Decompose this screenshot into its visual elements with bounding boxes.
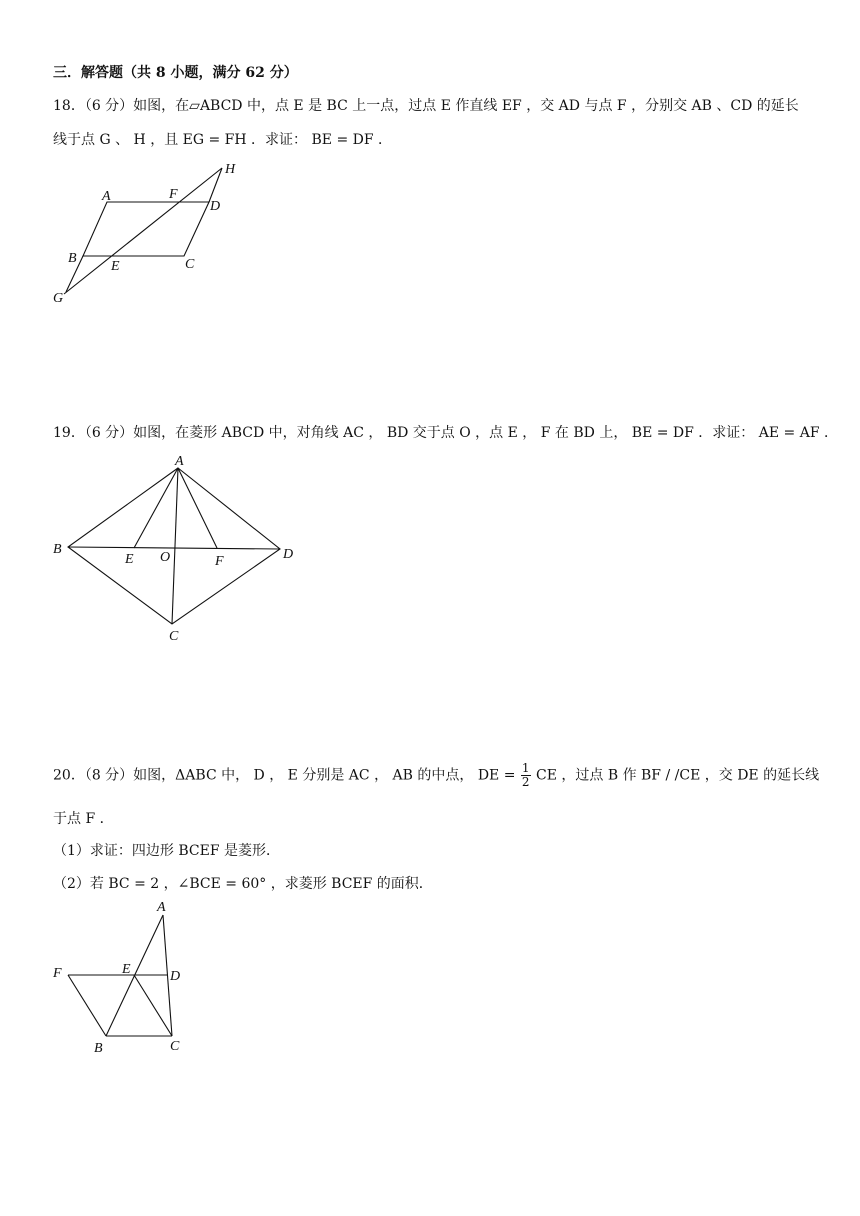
q19-label-b: B [53,542,62,557]
q18-label-h: H [225,162,236,177]
q18-text-line1: 18．（6 分）如图，在▱ABCD 中，点 E 是 BC 上一点，过点 E 作直线 EF ，交 AD 与点 F ，分别交 AB 、CD 的延长 [53,98,799,114]
q20-label-c: C [170,1039,180,1054]
q19-label-a: A [175,454,184,469]
q18-label-f: F [169,187,178,202]
q18-label-d: D [210,199,221,214]
q20-fraction-numerator: 1 [521,761,530,775]
q19-label-o: O [160,550,171,565]
q20-label-d: D [170,969,181,984]
q20-label-a: A [157,900,166,915]
q20-label-f: F [53,966,62,981]
q20-text-line2: 于点 F ． [53,811,114,827]
q20-segment-ce [134,975,172,1036]
q20-text-line1-pre: 20．（8 分）如图，ΔABC 中， D ， E 分别是 AC ， AB 的中点， DE = [53,767,516,784]
q18-label-c: C [185,257,195,272]
q20-label-e: E [122,962,131,977]
q18-label-g: G [53,291,64,306]
q18-label-a: A [102,189,111,204]
q19-text-line1: 19．（6 分）如图，在菱形 ABCD 中，对角线 AC ， BD 交于点 O ，点 E ， F 在 BD 上， BE = DF ．求证： AE = AF ． [53,425,838,441]
q18-label-e: E [111,259,120,274]
q20-part1: （1）求证：四边形 BCEF 是菱形． [53,843,281,859]
q18-label-b: B [68,251,77,266]
q18-text-line2: 线于点 G 、 H ，且 EG = FH ．求证： BE = DF ． [53,132,393,148]
q20-label-b: B [94,1041,103,1056]
q19-label-d: D [283,547,294,562]
q19-label-c: C [169,629,179,644]
q20-segment-bf [68,975,106,1036]
q19-label-f: F [215,554,224,569]
q20-fraction-denominator: 2 [521,775,530,789]
section-title: 三．解答题（共 8 小题，满分 62 分） [53,65,298,81]
q20-text-line1-post: CE ，过点 B 作 BF / /CE ，交 DE 的延长线 [536,767,820,784]
q20-part2: （2）若 BC = 2 ，∠BCE = 60° ，求菱形 BCEF 的面积． [53,876,433,892]
q19-label-e: E [125,552,134,567]
